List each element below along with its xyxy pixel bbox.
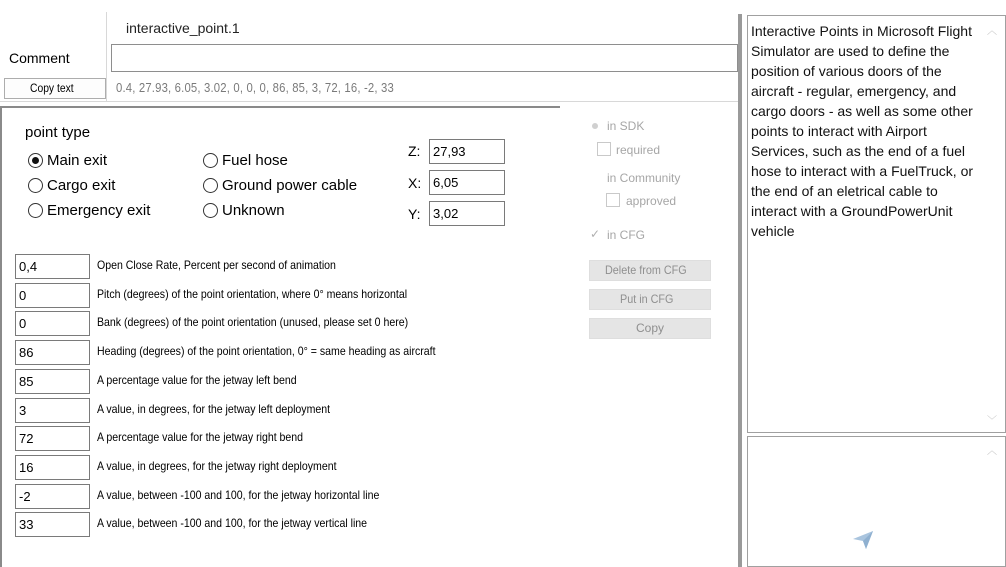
- header-bottom-rule: [0, 101, 738, 102]
- radio-label: Emergency exit: [47, 202, 151, 219]
- param-left-bend-input[interactable]: 85: [15, 369, 90, 394]
- cfg-string-text: 0.4, 27.93, 6.05, 3.02, 0, 0, 0, 86, 85, 3, 72, 16, -2, 33: [116, 80, 394, 95]
- chevron-up-icon[interactable]: ︿: [987, 26, 997, 37]
- radio-label: Ground power cable: [222, 177, 358, 194]
- radio-dot: [203, 203, 218, 218]
- approved-label: approved: [626, 194, 677, 208]
- param-left-bend-label: A percentage value for the jetway left bend: [97, 373, 297, 387]
- param-bank-input[interactable]: 0: [15, 311, 90, 336]
- param-right-deployment-input[interactable]: 16: [15, 455, 90, 480]
- required-label: required: [616, 143, 661, 157]
- y-input[interactable]: 3,02: [429, 201, 505, 226]
- in-cfg-checkbox[interactable]: ✓: [590, 227, 601, 241]
- param-heading-label: Heading (degrees) of the point orientation, 0° = same heading as aircraft: [97, 344, 436, 358]
- param-pitch-input[interactable]: 0: [15, 283, 90, 308]
- radio-ground-power-cable[interactable]: [203, 177, 357, 194]
- chevron-down-icon[interactable]: ﹀: [987, 416, 997, 427]
- required-checkbox[interactable]: [597, 142, 611, 156]
- copy-button[interactable]: Copy: [589, 318, 711, 339]
- z-input[interactable]: 27,93: [429, 139, 505, 164]
- description-text: Interactive Points in Microsoft Flight Simulator are used to define the position of various doors of the aircraft - regular, emergency, and cargo doors - as well as some other points to interact with Airport Services, such as the end of a fuel hose to interact with a FuelTruck, or the end of an eletrical cable to interact with a GroundPowerUnit vehicle: [751, 23, 974, 239]
- x-input[interactable]: 6,05: [429, 170, 505, 195]
- radio-label: Fuel hose: [222, 152, 288, 169]
- radio-unknown[interactable]: [203, 202, 285, 219]
- point-title: interactive_point.1: [126, 20, 240, 36]
- param-right-bend-label: A percentage value for the jetway right bend: [97, 430, 304, 444]
- param-left-deployment-input[interactable]: 3: [15, 398, 90, 423]
- param-horizontal-line-label: A value, between -100 and 100, for the jetway horizontal line: [97, 488, 380, 502]
- param-horizontal-line-input[interactable]: -2: [15, 484, 90, 509]
- pane-splitter[interactable]: [738, 14, 742, 567]
- param-vertical-line-label: A value, between -100 and 100, for the jetway vertical line: [97, 516, 368, 530]
- param-left-deployment-label: A value, in degrees, for the jetway left deployment: [97, 402, 331, 416]
- param-vertical-line-input[interactable]: 33: [15, 512, 90, 537]
- radio-dot-selected: [28, 153, 43, 168]
- comment-input[interactable]: [111, 44, 738, 72]
- radio-main-exit[interactable]: [28, 152, 107, 169]
- radio-label: Main exit: [47, 152, 108, 169]
- radio-emergency-exit[interactable]: [28, 202, 150, 219]
- radio-dot: [28, 178, 43, 193]
- in-sdk-label: in SDK: [607, 119, 645, 133]
- chevron-up-icon[interactable]: ︿: [987, 446, 997, 457]
- delete-from-cfg-button[interactable]: Delete from CFG: [589, 260, 711, 281]
- radio-label: Cargo exit: [47, 177, 116, 194]
- radio-dot: [203, 178, 218, 193]
- comment-label: Comment: [9, 50, 70, 66]
- cfg-string: [116, 80, 436, 95]
- header-divider: [106, 12, 107, 102]
- radio-label: Unknown: [222, 202, 285, 219]
- y-label: Y:: [408, 206, 421, 222]
- radio-dot: [28, 203, 43, 218]
- point-type-label: point type: [25, 124, 91, 141]
- param-open-close-rate-input[interactable]: 0,4: [15, 254, 90, 279]
- radio-cargo-exit[interactable]: [28, 177, 115, 194]
- paper-plane-icon: [852, 530, 874, 550]
- radio-dot: [203, 153, 218, 168]
- radio-fuel-hose[interactable]: [203, 152, 288, 169]
- x-label: X:: [408, 175, 422, 191]
- preview-box: [747, 436, 1006, 567]
- copy-text-label: Copy text: [29, 81, 74, 95]
- put-in-cfg-button[interactable]: Put in CFG: [589, 289, 711, 310]
- param-heading-input[interactable]: 86: [15, 340, 90, 365]
- param-open-close-rate-label: Open Close Rate, Percent per second of animation: [97, 258, 336, 272]
- param-right-deployment-label: A value, in degrees, for the jetway right deployment: [97, 459, 337, 473]
- copy-text-button[interactable]: [4, 78, 106, 99]
- in-sdk-indicator-icon: [592, 123, 598, 129]
- z-label: Z:: [408, 143, 421, 159]
- param-pitch-label: Pitch (degrees) of the point orientation, where 0° means horizontal: [97, 287, 408, 301]
- in-cfg-label: in CFG: [607, 228, 646, 242]
- in-community-label: in Community: [607, 171, 681, 185]
- param-bank-label: Bank (degrees) of the point orientation (unused, please set 0 here): [97, 315, 409, 329]
- param-right-bend-input[interactable]: 72: [15, 426, 90, 451]
- approved-checkbox[interactable]: [606, 193, 620, 207]
